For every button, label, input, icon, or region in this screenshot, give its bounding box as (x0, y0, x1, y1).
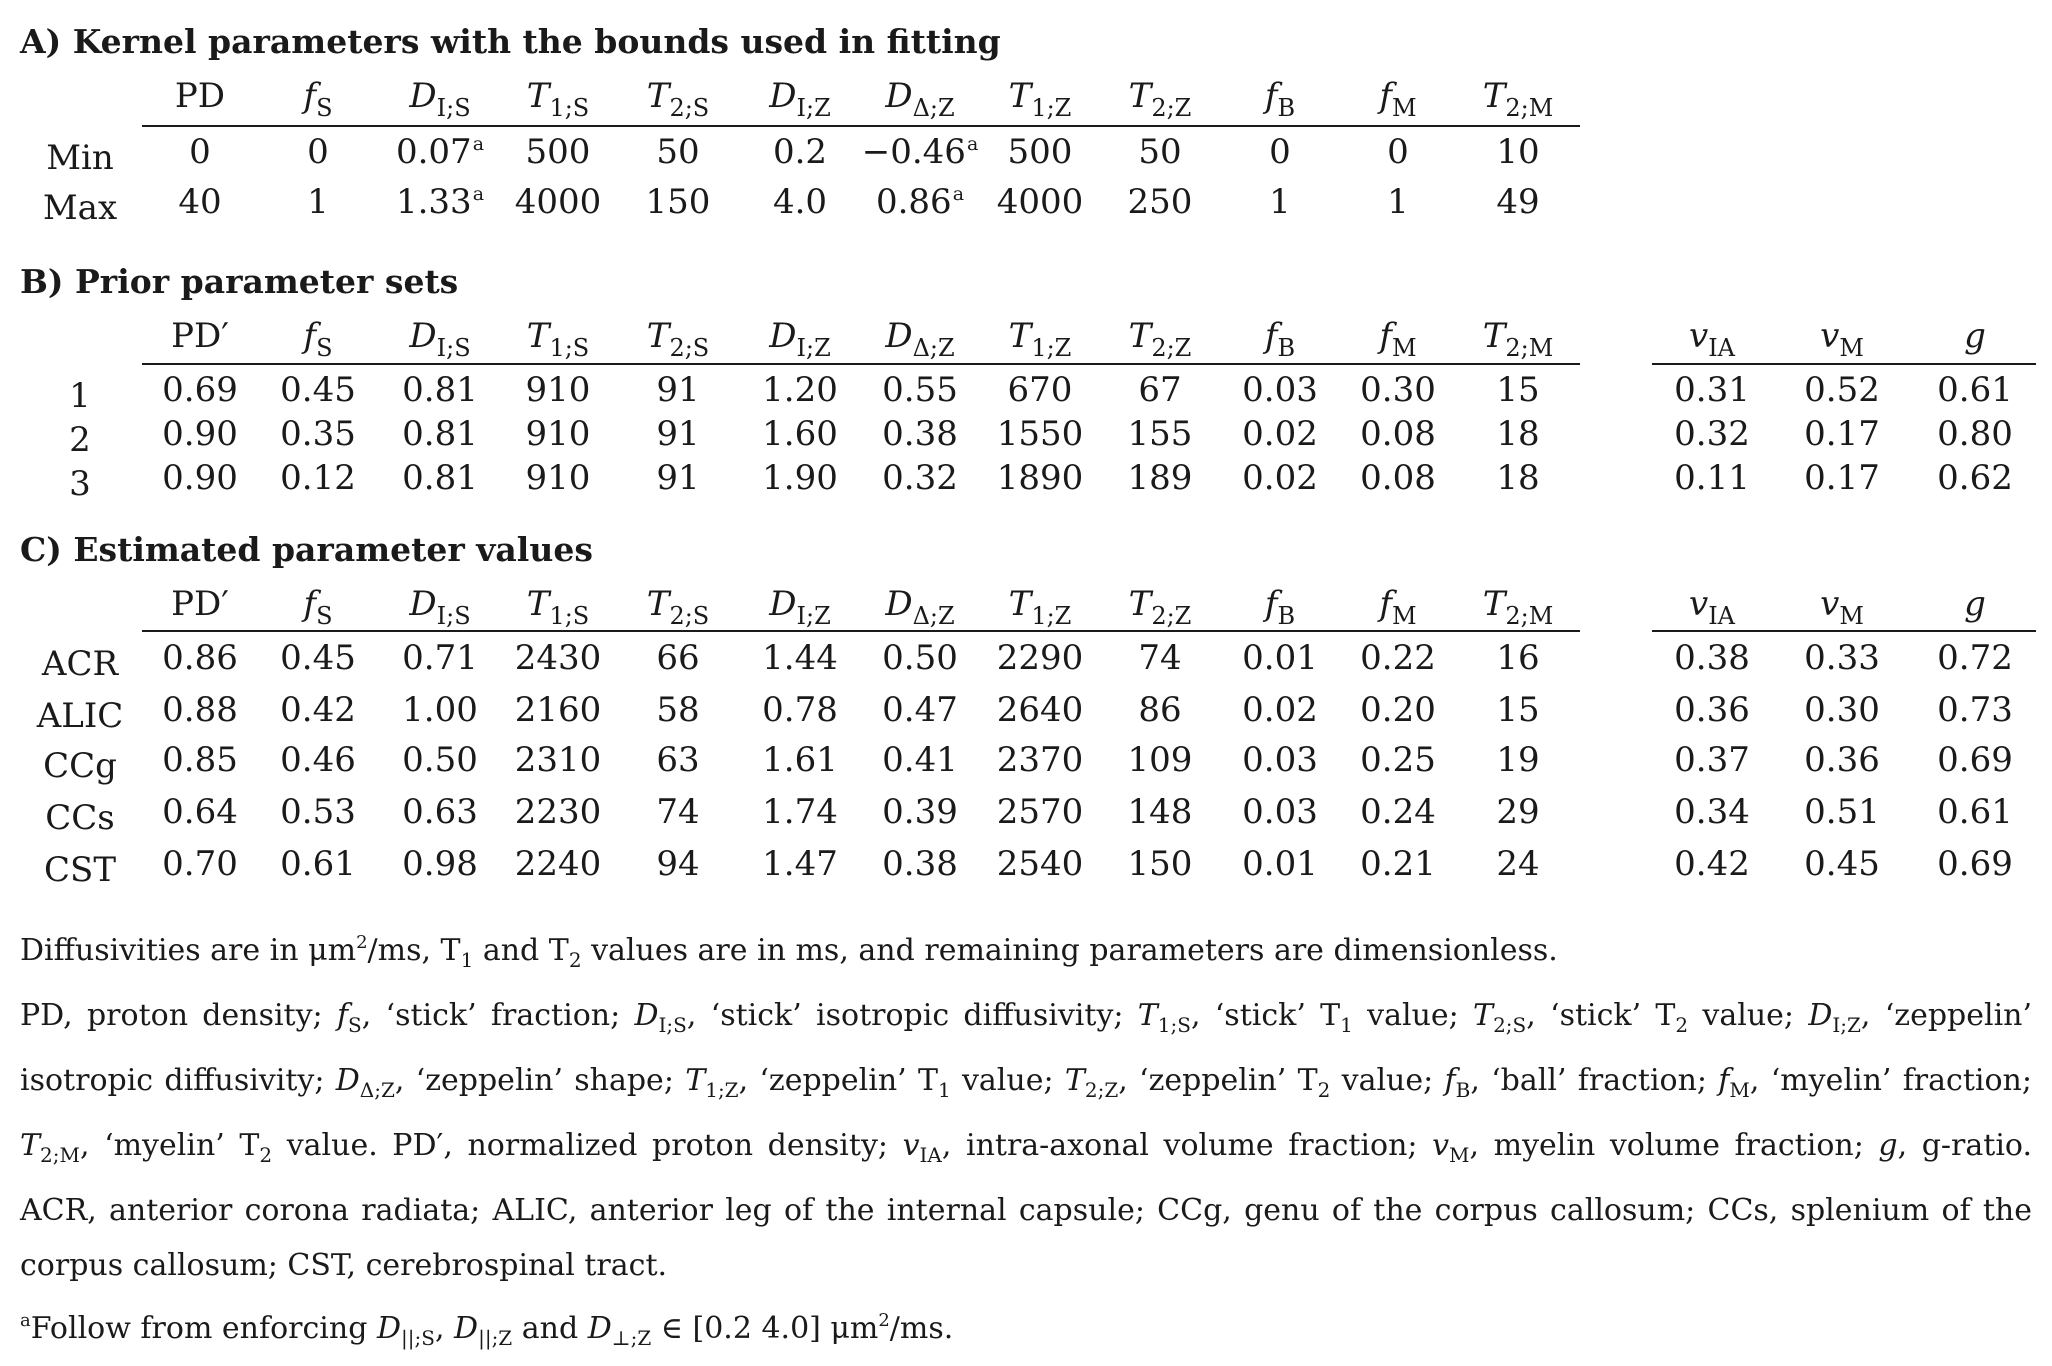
column-header: PD′ (171, 316, 229, 356)
table-cell: 2240 (514, 844, 602, 884)
column-header: $T_{2;M}$ (1482, 316, 1554, 362)
derived-cell: 0.52 (1804, 370, 1880, 410)
table-cell: 0.35 (280, 414, 356, 454)
column-header: $T_{1;Z}$ (1008, 76, 1072, 122)
table-cell: 74 (656, 792, 700, 832)
table-cell: 1.47 (762, 844, 838, 884)
column-header: $T_{2;M}$ (1482, 76, 1554, 122)
derived-cell: 0.72 (1937, 638, 2013, 678)
table-cell: 0.22 (1360, 638, 1436, 678)
table-cell: 1550 (996, 414, 1084, 454)
row-label: CCg (43, 746, 117, 786)
derived-cell: 0.73 (1937, 690, 2013, 730)
table-cell: 1.44 (762, 638, 838, 678)
table-cell: 0.38 (882, 844, 958, 884)
table-cell: 0.70 (162, 844, 238, 884)
column-header: $f_S$ (303, 76, 333, 122)
column-header: $T_{2;M}$ (1482, 584, 1554, 630)
row-label: Min (46, 138, 114, 178)
column-header: $T_{1;S}$ (526, 316, 590, 362)
table-cell: 250 (1127, 182, 1193, 222)
table-cell: 1.20 (762, 370, 838, 410)
table-cell: 0.02 (1242, 690, 1318, 730)
table-cell: 0.39 (882, 792, 958, 832)
table-cell: 1 (1269, 182, 1291, 222)
table-cell: 500 (525, 132, 591, 172)
table-cell: 67 (1138, 370, 1182, 410)
derived-cell: 0.42 (1674, 844, 1750, 884)
footnote-mark: a (952, 183, 965, 205)
table-cell: 18 (1496, 458, 1540, 498)
table-cell: 2430 (514, 638, 602, 678)
column-header: $D_{I;S}$ (409, 316, 471, 362)
column-header: $T_{2;S}$ (646, 584, 710, 630)
table-cell: 0.08 (1360, 458, 1436, 498)
derived-cell: 0.61 (1937, 370, 2013, 410)
table-cell: 15 (1496, 370, 1540, 410)
column-header: $f_B$ (1264, 316, 1296, 362)
table-cell: 66 (656, 638, 700, 678)
column-header: $D_{\Delta;Z}$ (885, 316, 955, 362)
table-cell: 0.38 (882, 414, 958, 454)
table-cell: 0.42 (280, 690, 356, 730)
table-cell: 2310 (514, 740, 602, 780)
table-cell: 0.47 (882, 690, 958, 730)
column-header: $D_{I;Z}$ (769, 316, 831, 362)
derived-cell: 0.36 (1804, 740, 1880, 780)
table-cell: 1.33$^a$ (395, 182, 485, 222)
derived-cell: 0.51 (1804, 792, 1880, 832)
table-cell: 58 (656, 690, 700, 730)
table-cell: 1.60 (762, 414, 838, 454)
table-cell: 0.32 (882, 458, 958, 498)
table-cell: 0.50 (882, 638, 958, 678)
table-cell: 29 (1496, 792, 1540, 832)
table-cell: 500 (1007, 132, 1073, 172)
column-header: $D_{I;S}$ (409, 584, 471, 630)
row-label: CST (44, 850, 116, 890)
column-header: $D_{\Delta;Z}$ (885, 584, 955, 630)
row-label: 3 (69, 464, 91, 504)
column-header: $D_{I;S}$ (409, 76, 471, 122)
derived-column-header: $v_M$ (1820, 584, 1864, 630)
table-cell: 2570 (996, 792, 1084, 832)
table-cell: 0.55 (882, 370, 958, 410)
table-cell: 910 (525, 414, 591, 454)
table-cell: 0.45 (280, 370, 356, 410)
table-cell: 189 (1127, 458, 1193, 498)
table-notes (20, 915, 2032, 1366)
table-cell: 0.21 (1360, 844, 1436, 884)
section-b-title: B) Prior parameter sets (20, 262, 459, 301)
table-cell: 86 (1138, 690, 1182, 730)
table-cell: 91 (656, 458, 700, 498)
table-cell: 0.86$^a$ (875, 182, 965, 222)
table-cell: 150 (1127, 844, 1193, 884)
table-cell: 4000 (514, 182, 602, 222)
derived-cell: 0.45 (1804, 844, 1880, 884)
table-cell: 2370 (996, 740, 1084, 780)
header-rule (142, 630, 1580, 632)
table-cell: 91 (656, 414, 700, 454)
footnote-mark: a (472, 183, 485, 205)
table-cell: 0.41 (882, 740, 958, 780)
derived-cell: 0.62 (1937, 458, 2013, 498)
table-cell: 0.61 (280, 844, 356, 884)
table-cell: 49 (1496, 182, 1540, 222)
table-cell: 1 (1387, 182, 1409, 222)
column-header: $f_S$ (303, 584, 333, 630)
row-label: 2 (69, 420, 91, 460)
row-label: Max (42, 188, 118, 228)
table-cell: 0.01 (1242, 638, 1318, 678)
table-cell: 0.25 (1360, 740, 1436, 780)
table-cell: 0.03 (1242, 740, 1318, 780)
table-cell: 0.90 (162, 414, 238, 454)
table-cell: 2640 (996, 690, 1084, 730)
table-cell: 0.45 (280, 638, 356, 678)
table-cell: 0.81 (402, 414, 478, 454)
table-cell: 148 (1127, 792, 1193, 832)
table-cell: 0.03 (1242, 792, 1318, 832)
table-cell: 0.81 (402, 370, 478, 410)
table-cell: 0.98 (402, 844, 478, 884)
table-cell: 1.74 (762, 792, 838, 832)
table-cell: 63 (656, 740, 700, 780)
derived-cell: 0.11 (1674, 458, 1750, 498)
table-cell: 910 (525, 370, 591, 410)
column-header: $D_{I;Z}$ (769, 584, 831, 630)
derived-column-header: $v_M$ (1820, 316, 1864, 362)
table-cell: 4000 (996, 182, 1084, 222)
table-cell: 0.64 (162, 792, 238, 832)
table-cell: 0 (1269, 132, 1291, 172)
table-cell: 94 (656, 844, 700, 884)
table-cell: 91 (656, 370, 700, 410)
table-cell: 0.46 (280, 740, 356, 780)
table-cell: 0.81 (402, 458, 478, 498)
column-header: $f_B$ (1264, 584, 1296, 630)
table-cell: 0.69 (162, 370, 238, 410)
row-label: CCs (45, 798, 115, 838)
table-cell: 50 (656, 132, 700, 172)
column-header: $T_{2;S}$ (646, 76, 710, 122)
footnote-mark: a (966, 133, 979, 155)
derived-cell: 0.17 (1804, 458, 1880, 498)
table-cell: 0.63 (402, 792, 478, 832)
column-header: $f_M$ (1379, 316, 1417, 362)
derived-cell: 0.69 (1937, 844, 2013, 884)
table-cell: 2290 (996, 638, 1084, 678)
table-cell: 0.85 (162, 740, 238, 780)
table-cell: 19 (1496, 740, 1540, 780)
table-cell: 1 (307, 182, 329, 222)
column-header: $T_{1;S}$ (526, 76, 590, 122)
column-header: $f_M$ (1379, 76, 1417, 122)
table-cell: 16 (1496, 638, 1540, 678)
table-cell: 0.08 (1360, 414, 1436, 454)
table-cell: 0.88 (162, 690, 238, 730)
derived-cell: 0.69 (1937, 740, 2013, 780)
table-cell: 109 (1127, 740, 1193, 780)
table-cell: 15 (1496, 690, 1540, 730)
column-header: $D_{I;Z}$ (769, 76, 831, 122)
table-cell: 0.20 (1360, 690, 1436, 730)
table-cell: 0.03 (1242, 370, 1318, 410)
table-cell: 0.50 (402, 740, 478, 780)
derived-cell: 0.32 (1674, 414, 1750, 454)
table-cell: 0.30 (1360, 370, 1436, 410)
derived-column-header: g (1964, 316, 1986, 356)
derived-column-header: $v_{IA}$ (1688, 584, 1736, 630)
table-cell: 150 (645, 182, 711, 222)
table-cell: 2160 (514, 690, 602, 730)
table-cell: 1.61 (762, 740, 838, 780)
column-header: PD (174, 76, 226, 116)
table-cell: 0.12 (280, 458, 356, 498)
section-c-title: C) Estimated parameter values (20, 530, 593, 569)
table-cell: 2230 (514, 792, 602, 832)
table-cell: 1.00 (402, 690, 478, 730)
derived-cell: 0.36 (1674, 690, 1750, 730)
derived-cell: 0.34 (1674, 792, 1750, 832)
derived-column-header: $v_{IA}$ (1688, 316, 1736, 362)
table-cell: 155 (1127, 414, 1193, 454)
derived-cell: 0.31 (1674, 370, 1750, 410)
table-cell: 2540 (996, 844, 1084, 884)
table-cell: 0.90 (162, 458, 238, 498)
column-header: PD′ (171, 584, 229, 624)
row-label: 1 (69, 376, 91, 416)
table-cell: 0 (1387, 132, 1409, 172)
table-cell: 910 (525, 458, 591, 498)
derived-cell: 0.33 (1804, 638, 1880, 678)
units-note: Diffusivities are in $\mu m^2/ms$, $T_1$ and $T_2$ values are in ms, and remaining parameters are dimensionless. (20, 932, 1558, 972)
table-cell: 0.86 (162, 638, 238, 678)
table-cell: 50 (1138, 132, 1182, 172)
table-cell: 0.07$^a$ (395, 132, 485, 172)
table-cell: 670 (1007, 370, 1073, 410)
table-cell: 0.01 (1242, 844, 1318, 884)
table-cell: 18 (1496, 414, 1540, 454)
table-cell: 0 (189, 132, 211, 172)
derived-header-rule (1652, 363, 2036, 365)
footnote-mark: a (472, 133, 485, 155)
table-cell: 0.02 (1242, 414, 1318, 454)
table-cell: 0.78 (762, 690, 838, 730)
table-cell: 0.02 (1242, 458, 1318, 498)
derived-cell: 0.38 (1674, 638, 1750, 678)
column-header: $f_B$ (1264, 76, 1296, 122)
table-cell: 1890 (996, 458, 1084, 498)
footnote: $^a$Follow from enforcing $D_{||;S}$, $D_{||;Z}$ and $D_{\perp;Z}$ ∈ [0.2 4.0] $\mu m^2/ms$. (20, 1310, 954, 1350)
column-header: $T_{2;Z}$ (1128, 584, 1192, 630)
table-cell: 74 (1138, 638, 1182, 678)
row-label: ACR (41, 644, 119, 684)
table-cell: 0.24 (1360, 792, 1436, 832)
header-rule (142, 363, 1580, 365)
table-cell: 40 (178, 182, 222, 222)
table-cell: 24 (1496, 844, 1540, 884)
column-header: $T_{1;S}$ (526, 584, 590, 630)
section-a-title: A) Kernel parameters with the bounds used in fitting (20, 22, 1001, 61)
column-header: $T_{1;Z}$ (1008, 584, 1072, 630)
derived-column-header: g (1964, 584, 1986, 624)
column-header: $f_S$ (303, 316, 333, 362)
row-label: ALIC (36, 696, 124, 736)
table-cell: 4.0 (772, 182, 828, 222)
derived-cell: 0.37 (1674, 740, 1750, 780)
derived-cell: 0.30 (1804, 690, 1880, 730)
table-cell: 0.53 (280, 792, 356, 832)
column-header: $T_{2;S}$ (646, 316, 710, 362)
header-rule (142, 125, 1580, 127)
derived-cell: 0.17 (1804, 414, 1880, 454)
column-header: $T_{2;Z}$ (1128, 316, 1192, 362)
column-header: $T_{2;Z}$ (1128, 76, 1192, 122)
table-cell: −0.46$^a$ (861, 132, 979, 172)
abbreviations-note: PD, proton density; $f_S$, ‘stick’ fraction; $D_{I;S}$, ‘stick’ isotropic diffusivity; $T_{1;S}$, ‘stick’ $T_1$ value; $T_{2;S}$, ‘stick’ $T_2$ value; $D_{I;Z}$, ‘zeppelin’ isotropic diffusivity; $D_{\Delta;Z}$, ‘zeppelin’ shape; $T_{1;Z}$, ‘zeppelin’ $T_1$ value; $T_{2;Z}$, ‘zeppelin’ $T_2$ value; $f_B$, ‘ball’ fraction; $f_M$, ‘myelin’ fraction; $T_{2;M}$, ‘myelin’ $T_2$ value. PD′, normalized proton density; $v_{IA}$, intra-axonal volume fraction; $v_M$, myelin volume fraction; g, g-ratio. ACR, anterior corona radiata; ALIC, anterior leg of the internal capsule; CCg, genu of the corpus callosum; CCs, splenium of the corpus callosum; CST, cerebrospinal tract. (20, 998, 2033, 1283)
table-cell: 0.2 (772, 132, 828, 172)
table-cell: 1.90 (762, 458, 838, 498)
derived-cell: 0.80 (1937, 414, 2013, 454)
column-header: $f_M$ (1379, 584, 1417, 630)
derived-header-rule (1652, 630, 2036, 632)
column-header: $D_{\Delta;Z}$ (885, 76, 955, 122)
column-header: $T_{1;Z}$ (1008, 316, 1072, 362)
table-cell: 10 (1496, 132, 1540, 172)
derived-cell: 0.61 (1937, 792, 2013, 832)
table-cell: 0 (307, 132, 329, 172)
table-cell: 0.71 (402, 638, 478, 678)
